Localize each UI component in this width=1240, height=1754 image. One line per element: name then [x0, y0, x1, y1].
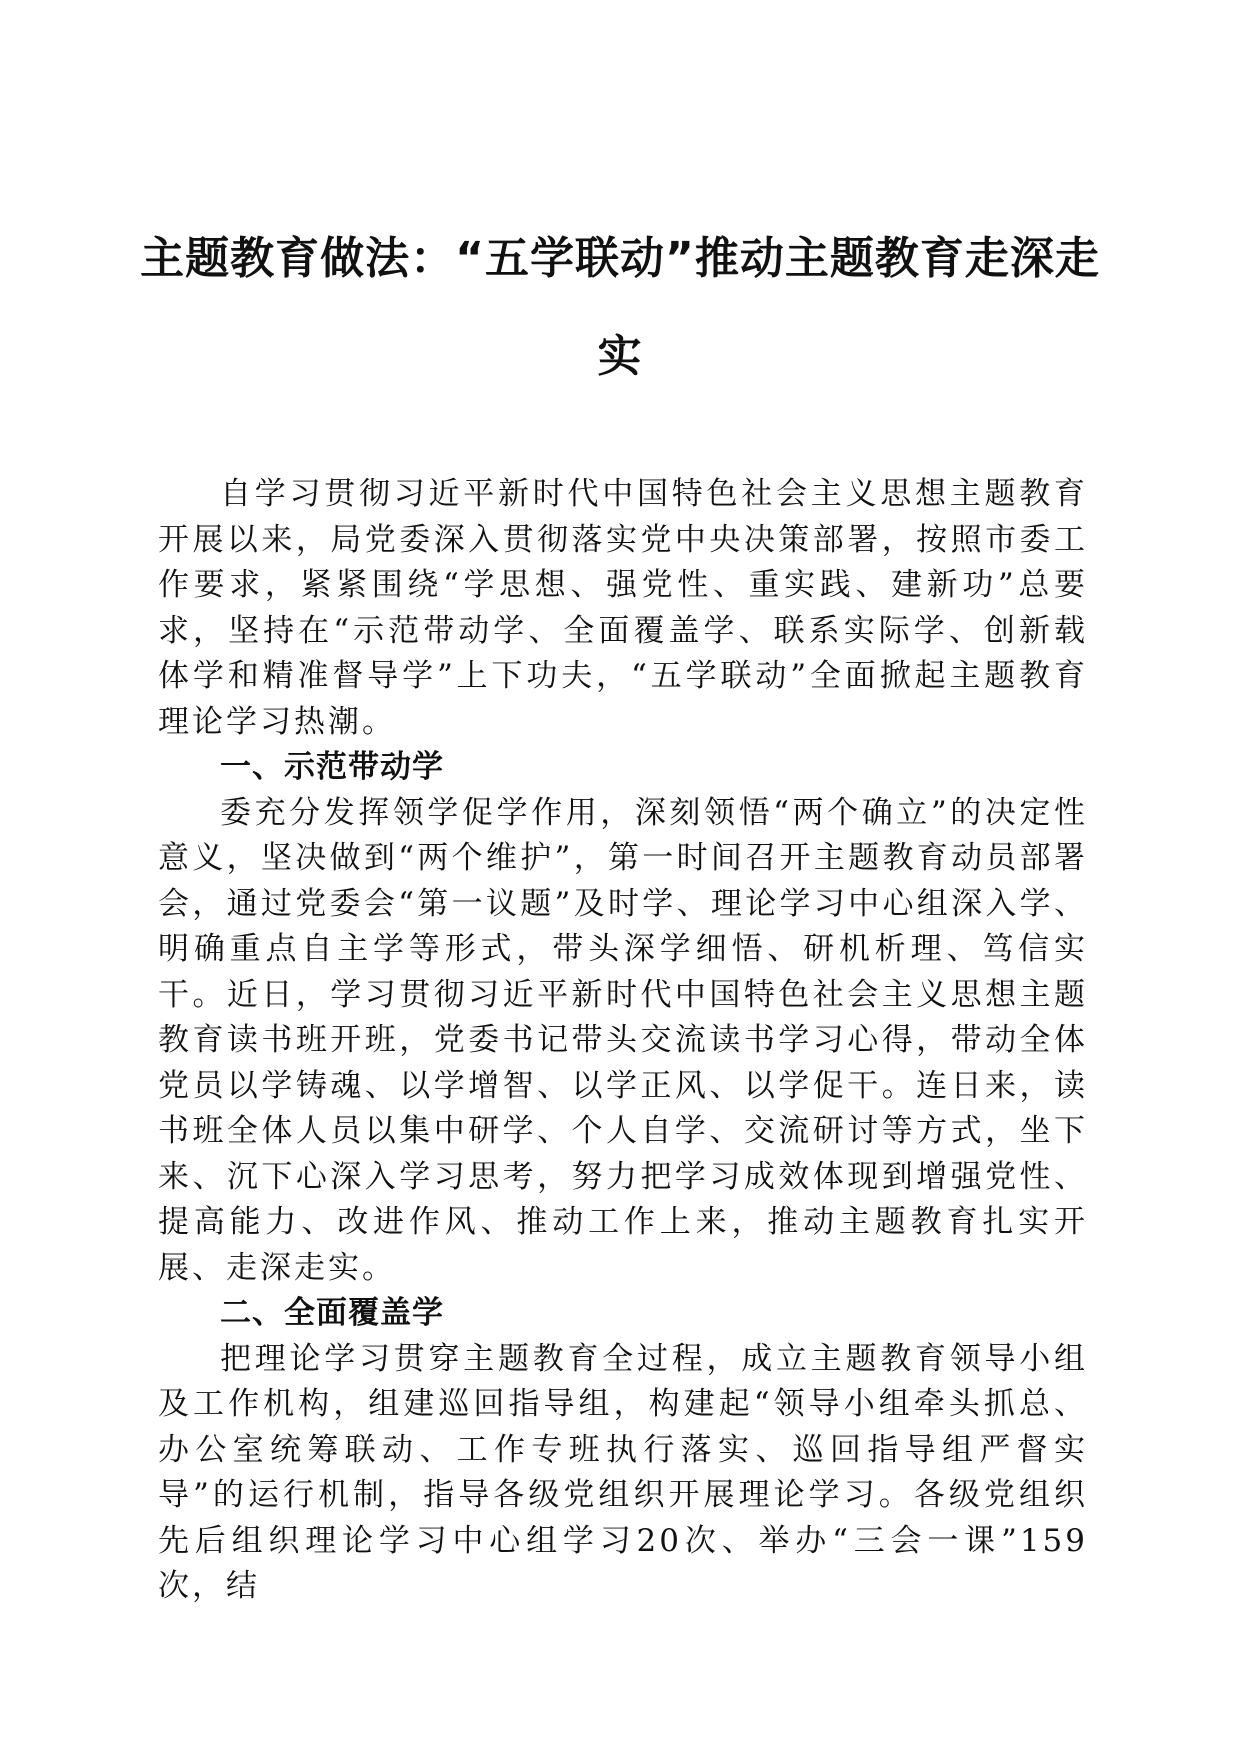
section-heading-1: 一、示范带动学 — [220, 749, 444, 785]
section-paragraph-1: 委充分发挥领学促学作用，深刻领悟“两个确立”的决定性意义，坚决做到“两个维护”，第一时间召开主题教育动员部署会，通过党委会“第一议题”及时学、理论学习中心组深入学、明确重点自主学等形式，带头深学细悟、研机析理、笃信实干。近日，学习贯彻习近平新时代中国特色社会主义思想主题教育读书班开班，党委书记带头交流读书学习心得，带动全体党员以学铸魂、以学增智、以学正风、以学促干。连日来，读书班全体人员以集中研学、个人自学、交流研讨等方式，坐下来、沉下心深入学习思考，努力把学习成效体现到增强党性、提高能力、改进作风、推动工作上来，推动主题教育扎实开展、走深走实。 — [158, 794, 1088, 1286]
section-heading-2: 二、全面覆盖学 — [220, 1295, 444, 1331]
intro-paragraph: 自学习贯彻习近平新时代中国特色社会主义思想主题教育开展以来，局党委深入贯彻落实党中央决策部署，按照市委工作要求，紧紧围绕“学思想、强党性、重实践、建新功”总要求，坚持在“示范带动学、全面覆盖学、联系实际学、创新载体学和精准督导学”上下功夫，“五学联动”全面掀起主题教育理论学习热潮。 — [158, 476, 1088, 740]
document-title: 主题教育做法：“五学联动”推动主题教育走深走实 — [140, 233, 1100, 382]
section-paragraph-2: 把理论学习贯穿主题教育全过程，成立主题教育领导小组及工作机构，组建巡回指导组，构建起“领导小组牵头抓总、办公室统筹联动、工作专班执行落实、巡回指导组严督实导”的运行机制，指导各级党组织开展理论学习。各级党组织先后组织理论学习中心组学习20次、举办“三会一课”159次，结 — [158, 1340, 1088, 1604]
document-body — [158, 472, 1088, 1610]
